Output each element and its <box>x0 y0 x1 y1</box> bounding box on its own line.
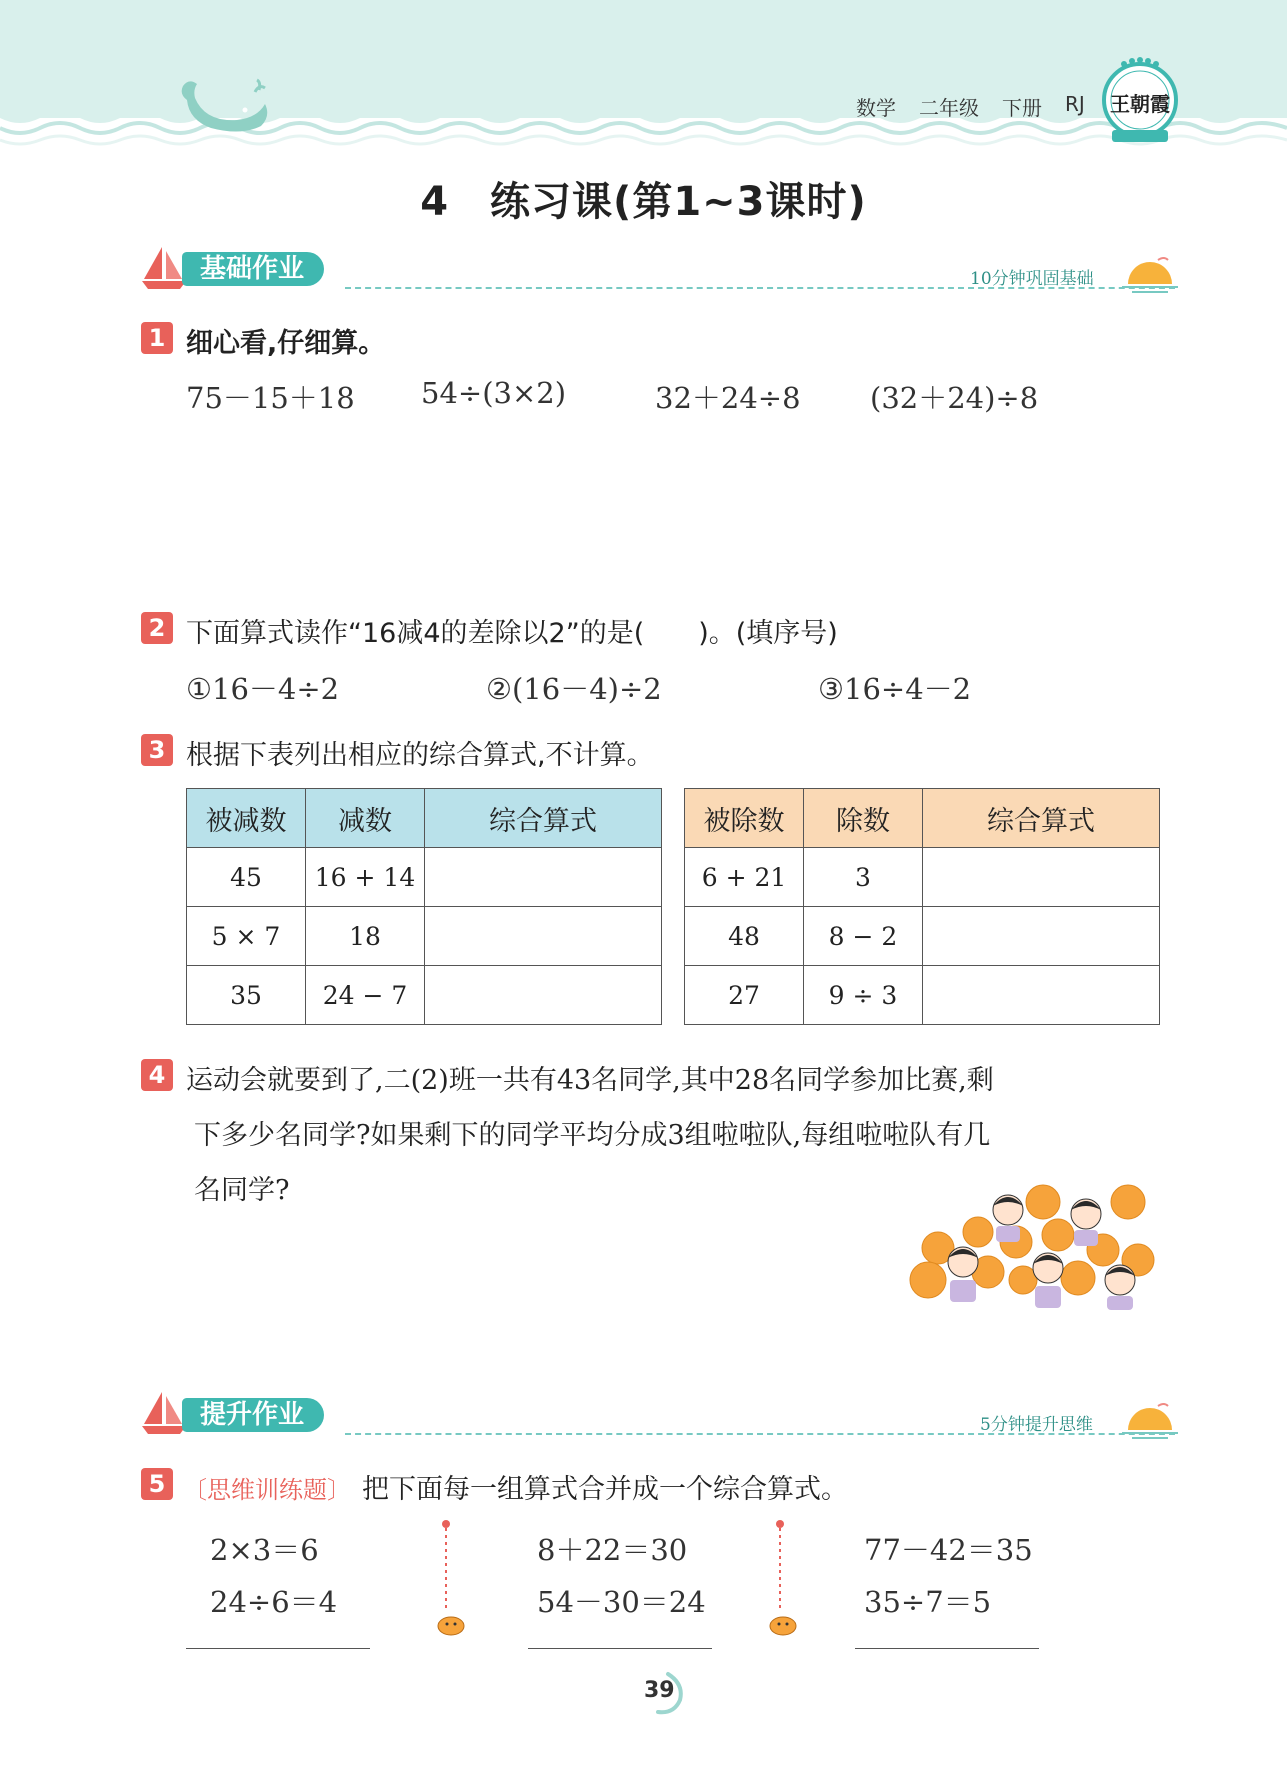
table-cell: 16 + 14 <box>306 848 425 907</box>
question-4-line: 运动会就要到了,二(2)班一共有43名同学,其中28名同学参加比赛,剩 <box>186 1065 994 1096</box>
question-number-5: 5 <box>141 1468 173 1500</box>
table-cell: 3 <box>804 848 923 907</box>
q1-expression: 75－15＋18 <box>186 381 355 415</box>
table-row <box>187 966 662 1025</box>
page-number: 39 <box>644 1678 675 1703</box>
division-table <box>684 788 1160 1025</box>
answer-cell[interactable] <box>923 907 1160 966</box>
q5-equation: 24÷6＝4 <box>210 1585 338 1619</box>
q5-equation: 2×3＝6 <box>210 1533 319 1567</box>
question-3-text: 根据下表列出相应的综合算式,不计算。 <box>186 740 654 771</box>
table-cell: 6 + 21 <box>685 848 804 907</box>
answer-cell[interactable] <box>425 907 662 966</box>
section-basic-tag: 基础作业 <box>182 252 324 286</box>
answer-line[interactable] <box>855 1648 1039 1649</box>
answer-cell[interactable] <box>923 848 1160 907</box>
question-number-2: 2 <box>141 612 173 644</box>
q2-option: ②(16－4)÷2 <box>486 672 662 706</box>
pumpkin-divider-icon <box>436 1518 466 1638</box>
question-1-text: 细心看,仔细算。 <box>186 328 386 359</box>
subject-label: 数学 <box>856 96 896 120</box>
answer-line[interactable] <box>186 1648 370 1649</box>
table-cell: 48 <box>685 907 804 966</box>
sunrise-icon <box>1122 254 1178 294</box>
section-advanced-note: 5分钟提升思维 <box>980 1415 1093 1435</box>
table-header: 除数 <box>804 789 923 848</box>
table-header: 减数 <box>306 789 425 848</box>
table-cell: 24 − 7 <box>306 966 425 1025</box>
table-header: 综合算式 <box>425 789 662 848</box>
table-cell: 18 <box>306 907 425 966</box>
table-cell: 27 <box>685 966 804 1025</box>
table-row <box>685 966 1160 1025</box>
table-row <box>685 848 1160 907</box>
subtraction-table <box>186 788 662 1025</box>
q5-equation: 54－30＝24 <box>537 1585 706 1619</box>
question-number-1: 1 <box>141 322 173 354</box>
section-basic-note: 10分钟巩固基础 <box>970 269 1094 289</box>
question-4-line: 名同学? <box>194 1175 290 1206</box>
sailboat-icon <box>140 1390 188 1436</box>
cheerleaders-illustration <box>908 1180 1158 1310</box>
pumpkin-divider-icon <box>768 1518 798 1638</box>
q5-equation: 8＋22＝30 <box>537 1533 688 1567</box>
whale-icon <box>175 76 275 132</box>
table-row <box>685 907 1160 966</box>
table-cell: 35 <box>187 966 306 1025</box>
answer-cell[interactable] <box>425 848 662 907</box>
answer-cell[interactable] <box>425 966 662 1025</box>
table-row <box>187 907 662 966</box>
answer-line[interactable] <box>528 1648 712 1649</box>
sailboat-icon <box>140 245 188 291</box>
brand-logo-text: 王朝霞 <box>1110 92 1170 116</box>
table-header: 被减数 <box>187 789 306 848</box>
table-cell: 5 × 7 <box>187 907 306 966</box>
sunrise-icon <box>1122 1400 1178 1440</box>
q5-equation: 35÷7＝5 <box>864 1585 992 1619</box>
thinking-training-tag: 〔思维训练题〕 <box>183 1476 351 1504</box>
q5-equation: 77－42＝35 <box>864 1533 1033 1567</box>
brand-logo <box>1100 56 1180 148</box>
question-number-3: 3 <box>141 734 173 766</box>
q2-option: ①16－4÷2 <box>186 672 340 706</box>
grade-label: 二年级 <box>919 96 979 120</box>
q1-expression: 32＋24÷8 <box>655 381 801 415</box>
answer-cell[interactable] <box>923 966 1160 1025</box>
table-cell: 9 ÷ 3 <box>804 966 923 1025</box>
q1-expression: 54÷(3×2) <box>421 376 567 410</box>
edition-label: RJ <box>1065 92 1085 116</box>
table-cell: 8 − 2 <box>804 907 923 966</box>
page-title: 4 练习课(第1~3课时) <box>420 179 867 225</box>
table-header: 被除数 <box>685 789 804 848</box>
table-header: 综合算式 <box>923 789 1160 848</box>
table-cell: 45 <box>187 848 306 907</box>
table-row <box>187 848 662 907</box>
q2-option: ③16÷4－2 <box>818 672 972 706</box>
question-2-text: 下面算式读作“16减4的差除以2”的是( )。(填序号) <box>186 618 838 649</box>
q1-expression: (32＋24)÷8 <box>870 381 1039 415</box>
section-advanced-tag: 提升作业 <box>182 1398 324 1432</box>
question-4-line: 下多少名同学?如果剩下的同学平均分成3组啦啦队,每组啦啦队有几 <box>194 1120 991 1151</box>
question-5-text: 把下面每一组算式合并成一个综合算式。 <box>362 1474 848 1505</box>
question-number-4: 4 <box>141 1059 173 1091</box>
volume-label: 下册 <box>1002 96 1042 120</box>
